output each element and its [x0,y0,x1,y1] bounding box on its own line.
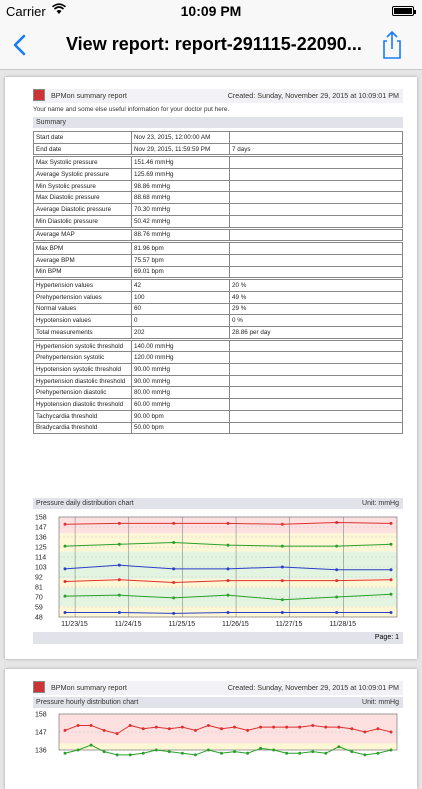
table-cell [230,387,403,399]
data-point [259,726,262,729]
data-point [227,544,230,547]
table-cell: Min BPM [34,266,132,278]
data-point [220,727,223,730]
data-point [64,523,67,526]
table-cell: 0 [132,315,230,327]
data-point [335,521,338,524]
table-cell: Nov 23, 2015, 12:00:00 AM [132,132,230,144]
data-point [103,750,106,753]
data-point [118,543,121,546]
table-row [34,229,403,241]
table-cell: Max Diastolic pressure [34,192,132,204]
table-row [34,192,403,204]
table-row [34,315,403,327]
report-page-2 [5,669,417,789]
back-button[interactable] [8,31,32,59]
data-point [64,567,67,570]
data-point [77,749,80,752]
data-point [64,729,67,732]
table-cell: Nov 29, 2015, 11:59:59 PM [132,143,230,155]
table-cell: 202 [132,327,230,339]
table-row [34,340,403,352]
data-point [281,598,284,601]
table-cell [230,215,403,227]
table-cell: Min Diastolic pressure [34,215,132,227]
table-row [34,132,403,144]
table-cell: 50.00 bpm [132,422,230,434]
y-tick-label: 48 [35,614,43,622]
y-tick-label: 125 [35,544,47,552]
table-cell: 81.96 bpm [132,243,230,255]
table-cell: Prehypertension diastolic [34,387,132,399]
table-row [34,254,403,266]
share-icon [380,30,404,60]
table-cell [230,352,403,364]
data-point [64,580,67,583]
data-point [227,579,230,582]
table-cell [230,169,403,181]
data-point [376,727,379,730]
user-note: Your name and some else useful information for your doctor put here. [33,106,230,113]
share-button[interactable] [380,30,404,60]
data-point [181,726,184,729]
data-point [142,727,145,730]
table-cell: Hypertension systolic threshold [34,340,132,352]
data-point [390,543,393,546]
data-point [64,752,67,755]
page-header [33,681,403,695]
data-point [118,522,121,525]
table-cell: 20 % [230,280,403,292]
data-point [350,727,353,730]
table-row [34,180,403,192]
table-row [34,352,403,364]
data-point [77,724,80,727]
data-point [118,578,121,581]
data-point [227,594,230,597]
data-point [155,726,158,729]
data-point [390,522,393,525]
table-cell: 29 % [230,303,403,315]
y-tick-label: 92 [35,574,43,582]
table-row [34,215,403,227]
data-point [207,749,210,752]
table-cell: 70.30 mmHg [132,204,230,216]
data-point [298,726,301,729]
table-cell: Average Diastolic pressure [34,204,132,216]
table-row [34,375,403,387]
data-point [118,564,121,567]
table-cell: Prehypertension systolic [34,352,132,364]
chart-unit: Unit: mmHg [362,500,399,507]
table-cell: 120.00 mmHg [132,352,230,364]
report-page-1 [5,77,417,659]
data-point [390,568,393,571]
app-name: BPMon summary report [51,91,127,100]
data-point [227,522,230,525]
table-cell: Bradycardia threshold [34,422,132,434]
data-point [227,567,230,570]
data-point [259,747,262,750]
table-cell [230,192,403,204]
table-cell: 7 days [230,143,403,155]
table-cell [230,410,403,422]
created-date: Created: Sunday, November 29, 2015 at 10:09:01 PM [227,683,399,692]
y-tick-label: 158 [35,514,47,522]
page-header [33,89,403,103]
table-cell: 60 [132,303,230,315]
threshold-band [59,517,397,533]
chart-section-header [33,498,403,509]
table-cell [230,399,403,411]
data-point [116,732,119,735]
table-row [34,157,403,169]
data-point [168,727,171,730]
data-point [337,726,340,729]
x-tick-label: 11/23/15 [61,621,88,628]
table-cell: Normal values [34,303,132,315]
data-point [227,611,230,614]
data-point [142,752,145,755]
table-row [34,387,403,399]
y-tick-label: 136 [35,534,47,542]
data-point [324,726,327,729]
data-point [285,726,288,729]
data-point [172,541,175,544]
data-point [194,729,197,732]
report-scroll-view[interactable] [0,71,422,755]
data-point [281,523,284,526]
data-point [337,745,340,748]
data-point [90,724,93,727]
table-cell: 75.57 bpm [132,254,230,266]
table-cell: Hypotension systolic threshold [34,364,132,376]
x-tick-label: 11/24/15 [114,621,142,628]
page-number: Page: 1 [374,634,399,641]
data-point [390,611,393,614]
table-cell: 90.00 mmHg [132,375,230,387]
table-cell: Hypotension diastolic threshold [34,399,132,411]
table-row [34,364,403,376]
data-point [311,750,314,753]
data-point [363,731,366,734]
data-point [311,724,314,727]
table-cell: Average Systolic pressure [34,169,132,181]
page-footer [33,632,403,644]
carrier-label: Carrier [6,4,46,19]
data-point [281,545,284,548]
data-point [118,611,121,614]
table-cell: 140.00 mmHg [132,340,230,352]
table-cell: End date [34,143,132,155]
page-title: View report: report-291115-22090... [66,34,362,54]
battery-icon [392,6,414,16]
table-cell [230,180,403,192]
data-point [390,578,393,581]
table-row [34,243,403,255]
data-point [90,744,93,747]
navigation-bar [0,22,422,70]
table-cell: 88.76 mmHg [132,229,230,241]
table-cell: Hypertension values [34,280,132,292]
table-cell: Min Systolic pressure [34,180,132,192]
data-point [220,752,223,755]
table-cell: Max Systolic pressure [34,157,132,169]
threshold-band [59,552,397,579]
table-row [34,303,403,315]
app-name: BPMon summary report [51,683,127,692]
data-point [281,611,284,614]
x-tick-label: 11/27/15 [275,621,303,628]
data-point [298,752,301,755]
app-logo-icon [33,681,45,693]
data-point [376,752,379,755]
table-cell: 80.00 mmHg [132,387,230,399]
table-cell: 0 % [230,315,403,327]
data-point [168,750,171,753]
table-cell [230,132,403,144]
table-row [34,410,403,422]
data-point [155,749,158,752]
table-cell [230,229,403,241]
table-cell: 90.00 mmHg [132,364,230,376]
data-point [350,750,353,753]
x-tick-label: 11/25/15 [168,621,196,628]
table-cell: Total measurements [34,327,132,339]
table-cell: 151.46 mmHg [132,157,230,169]
y-tick-label: 147 [35,729,47,737]
data-point [363,753,366,756]
chart-unit: Unit: mmHg [362,699,399,706]
clock: 10:09 PM [180,3,242,19]
table-row [34,422,403,434]
data-point [172,612,175,615]
daily-distribution-chart [33,511,403,631]
table-cell [230,157,403,169]
y-tick-label: 103 [35,564,47,572]
table-row [34,266,403,278]
data-point [390,593,393,596]
data-point [64,595,67,598]
data-point [172,567,175,570]
table-cell: Prehypertension values [34,291,132,303]
table-cell: 125.69 mmHg [132,169,230,181]
table-cell [230,204,403,216]
table-row [34,143,403,155]
data-point [272,749,275,752]
y-tick-label: 136 [35,747,47,755]
table-cell: Hypotension values [34,315,132,327]
table-row [34,291,403,303]
table-cell [230,364,403,376]
data-point [103,729,106,732]
table-cell: Tachycardia threshold [34,410,132,422]
data-point [118,594,121,597]
threshold-band [59,714,397,743]
table-cell: 69.01 bpm [132,266,230,278]
y-tick-label: 147 [35,524,47,532]
data-point [335,596,338,599]
hourly-distribution-chart [33,710,403,755]
chart-title: Pressure daily distribution chart [36,500,134,507]
table-cell: Hypertension diastolic threshold [34,375,132,387]
x-tick-label: 11/28/15 [329,621,357,628]
data-point [281,579,284,582]
data-point [281,566,284,569]
table-row [34,399,403,411]
threshold-band [59,533,397,551]
data-point [172,596,175,599]
data-point [129,753,132,756]
table-cell: 49 % [230,291,403,303]
data-point [246,729,249,732]
y-tick-label: 158 [35,711,47,719]
data-point [233,726,236,729]
app-logo-icon [33,89,45,101]
data-point [233,750,236,753]
table-cell: Max BPM [34,243,132,255]
data-point [64,545,67,548]
table-cell [230,375,403,387]
data-point [390,749,393,752]
table-cell: 98.86 mmHg [132,180,230,192]
summary-section-header [33,117,403,128]
table-cell [230,243,403,255]
table-cell: Average MAP [34,229,132,241]
table-cell: 90.00 bpm [132,410,230,422]
y-tick-label: 70 [35,594,43,602]
data-point [116,753,119,756]
y-tick-label: 59 [35,604,43,612]
table-row [34,204,403,216]
summary-table [33,131,403,434]
data-point [272,726,275,729]
created-date: Created: Sunday, November 29, 2015 at 10:09:01 PM [227,91,399,100]
data-point [181,752,184,755]
table-cell: Average BPM [34,254,132,266]
table-cell: 60.00 mmHg [132,399,230,411]
table-cell [230,422,403,434]
data-point [246,752,249,755]
data-point [172,581,175,584]
table-row [34,169,403,181]
table-cell: 42 [132,280,230,292]
x-tick-label: 11/26/15 [222,621,249,628]
data-point [335,611,338,614]
table-cell: 50.42 mmHg [132,215,230,227]
table-cell [230,340,403,352]
data-point [390,731,393,734]
table-row [34,280,403,292]
table-cell: Start date [34,132,132,144]
data-point [335,545,338,548]
data-point [194,753,197,756]
data-point [129,724,132,727]
data-point [172,522,175,525]
chart-title: Pressure hourly distribution chart [36,699,139,706]
table-cell: 88.68 mmHg [132,192,230,204]
chart-section-header [33,697,403,708]
y-tick-label: 114 [35,554,47,562]
table-row [34,327,403,339]
data-point [64,611,67,614]
chevron-left-icon [8,31,32,59]
status-bar [0,0,422,22]
data-point [285,752,288,755]
data-point [335,568,338,571]
data-point [335,579,338,582]
table-cell: 28.86 per day [230,327,403,339]
summary-title: Summary [36,119,66,126]
data-point [207,724,210,727]
y-tick-label: 81 [35,584,43,592]
data-point [324,752,327,755]
table-cell [230,254,403,266]
table-cell: 100 [132,291,230,303]
table-cell [230,266,403,278]
